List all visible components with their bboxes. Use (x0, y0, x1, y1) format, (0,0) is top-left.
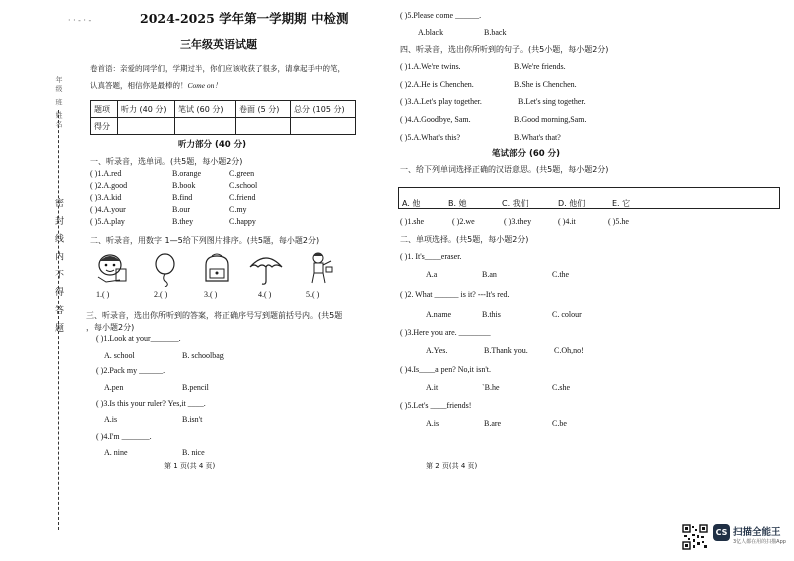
score-input-cell[interactable] (118, 118, 175, 135)
sec1-q3-b: B.find (172, 193, 193, 202)
pic-label-3: 3.( ) (204, 290, 218, 299)
sec1-q4-c: C.my (229, 205, 247, 214)
sec6-q2-a: A.name (426, 310, 452, 319)
sec3-q4: ( )4.I'm _______. (96, 432, 152, 441)
sec4-q1-b: B.We're friends. (514, 62, 566, 71)
sec1-q1: ( )1.A.red (90, 169, 122, 178)
sec6-q3-a: A.Yes. (426, 346, 448, 355)
pic-label-1: 1.( ) (96, 290, 110, 299)
binding-scribble: 年级 班 姓名 (55, 76, 63, 130)
sec3-q2-a: A.pen (104, 383, 124, 392)
sec6-q1-b: B.an (482, 270, 497, 279)
sec6-q2: ( )2. What ______ is it? ---It's red. (400, 290, 510, 299)
section-3-heading-2: ，每小题2分) (86, 323, 135, 332)
score-header-cell: 听力 (40 分) (118, 101, 175, 118)
boy-drawing-icon (94, 253, 128, 283)
sec6-q3-c: C.Oh,no! (554, 346, 584, 355)
score-header-cell: 卷面 (5 分) (236, 101, 291, 118)
intro-text: 认真答题，相信你是最棒的！ (90, 81, 188, 90)
sec4-q5-b: B.What's that? (514, 133, 561, 142)
sec5-item-2: ( )2.we (452, 217, 475, 226)
girl-figure-icon (306, 251, 336, 285)
sec6-q5-a: A.is (426, 419, 440, 428)
listening-heading: 听力部分 (40 分) (178, 140, 247, 150)
camscanner-logo-icon: CS (713, 524, 730, 541)
sec6-q5-c: C.be (552, 419, 567, 428)
sec3-q2: ( )2.Pack my ______. (96, 366, 166, 375)
score-header-cell: 总分 (105 分) (291, 101, 356, 118)
sec3-q4-a: A. nine (104, 448, 128, 457)
sec6-q2-c: C. colour (552, 310, 582, 319)
scan-marks: · · - · - (68, 16, 92, 25)
sec1-q1-c: C.green (229, 169, 255, 178)
sec4-q5-a: ( )5.A.What's this? (400, 133, 461, 142)
intro-line-2 (90, 81, 222, 91)
option-e: E. 它 (612, 199, 631, 208)
sec1-q2-c: C.school (229, 181, 258, 190)
sec1-q4: ( )4.A.your (90, 205, 126, 214)
sec3-q3-b: B.isn't (182, 415, 203, 424)
sec3-q3: ( )3.Is this your ruler? Yes,it ____. (96, 399, 206, 408)
sec3-q5: ( )5.Please come ______. (400, 11, 482, 20)
section-6-heading: 二、单项选择。(共5题，每小题2分) (400, 235, 529, 244)
score-input-cell[interactable] (291, 118, 356, 135)
sec5-item-1: ( )1.she (400, 217, 424, 226)
sec4-q3-b: B.Let's sing together. (518, 97, 586, 106)
sec4-q3-a: ( )3.A.Let's play together. (400, 97, 482, 106)
sec6-q3-b: B.Thank you. (484, 346, 528, 355)
sec6-q1: ( )1. It's____eraser. (400, 252, 462, 261)
sec1-q2-b: B.book (172, 181, 196, 190)
sec1-q2: ( )2.A.good (90, 181, 128, 190)
page-2-footer: 第 2 页(共 4 页) (426, 462, 478, 470)
sec3-q1-b: B. schoolbag (182, 351, 224, 360)
binding-dashed-line (58, 110, 59, 530)
sec1-q1-b: B.orange (172, 169, 202, 178)
sec3-q5-b: B.back (484, 28, 507, 37)
score-input-cell[interactable] (175, 118, 236, 135)
binding-strip (14, 18, 70, 553)
sec3-q5-a: A.black (418, 28, 444, 37)
sec4-q4-a: ( )4.A.Goodbye, Sam. (400, 115, 471, 124)
sec6-q3: ( )3.Here you are. ________ (400, 328, 491, 337)
pic-label-4: 4.( ) (258, 290, 272, 299)
written-heading: 笔试部分 (60 分) (492, 149, 561, 159)
sec3-q1-a: A. school (104, 351, 135, 360)
option-b: B. 她 (448, 199, 467, 208)
score-table (90, 100, 356, 135)
intro-come-on: Come on！ (187, 81, 222, 90)
sec6-q4-c: C.she (552, 383, 570, 392)
app-tagline: 3亿人都在用的扫描App (733, 539, 786, 545)
exam-subtitle: 三年级英语试题 (180, 38, 257, 51)
sec3-q4-b: B. nice (182, 448, 205, 457)
sec1-q5-b: B.they (172, 217, 194, 226)
schoolbag-icon (200, 253, 234, 283)
sec6-q4-a: A.it (426, 383, 439, 392)
sec1-q3: ( )3.A.kid (90, 193, 122, 202)
intro-line-1: 卷首语：亲爱的同学们，学期过半，你们应该收获了很多，请拿起手中的笔， (90, 64, 345, 73)
sec3-q1: ( )1.Look at your_______. (96, 334, 181, 343)
score-input-cell[interactable] (236, 118, 291, 135)
sec6-q2-b: B.this (482, 310, 501, 319)
app-name: 扫描全能王 (733, 527, 781, 538)
sec6-q5-b: B.are (484, 419, 502, 428)
option-a: A. 他 (402, 199, 421, 208)
sec1-q3-c: C.friend (229, 193, 256, 202)
sec6-q4: ( )4.Is____a pen? No,it isn't. (400, 365, 491, 374)
sec1-q4-b: B.our (172, 205, 190, 214)
sec5-item-3: ( )3.they (504, 217, 532, 226)
option-d: D. 他们 (558, 199, 586, 208)
sec6-q4-b: `B.he (482, 383, 500, 392)
section-5-heading: 一、给下列单词选择正确的汉语意思。(共5题，每小题2分) (400, 165, 609, 174)
sec3-q3-a: A.is (104, 415, 118, 424)
exam-title: 2024-2025 学年第一学期期 中检测 (140, 11, 349, 26)
sec6-q1-c: C.the (552, 270, 570, 279)
option-c: C. 我们 (502, 199, 529, 208)
score-label-cell: 得分 (91, 118, 118, 135)
balloon-icon (152, 253, 178, 287)
page-1-footer: 第 1 页(共 4 页) (164, 462, 216, 470)
binding-instruction: 密 封 线 内 不 得 答 题 (53, 198, 63, 336)
qr-code-icon (682, 524, 708, 550)
sec4-q1-a: ( )1.A.We're twins. (400, 62, 461, 71)
sec4-q2-b: B.She is Chenchen. (514, 80, 577, 89)
sec1-q5-c: C.happy (229, 217, 256, 226)
section-2-heading: 二、听录音，用数字 1—5给下列图片排序。(共5题，每小题2分) (90, 236, 320, 245)
section-4-heading: 四、听录音，选出你所听到的句子。(共5小题，每小题2分) (400, 45, 609, 54)
sec6-q5: ( )5.Let's ____friends! (400, 401, 472, 410)
score-header-cell: 题项 (91, 101, 118, 118)
section-3-heading-1: 三、听录音，选出你所听到的答案，将正确序号写到题前括号内。(共5题 (86, 311, 343, 320)
section-1-heading: 一、听录音，选单词。(共5题，每小题2分) (90, 157, 243, 166)
pic-label-5: 5.( ) (306, 290, 320, 299)
sec4-q2-a: ( )2.A.He is Chenchen. (400, 80, 474, 89)
sec1-q5: ( )5.A.play (90, 217, 125, 226)
sec6-q1-a: A.a (426, 270, 438, 279)
sec4-q4-b: B.Good morning,Sam. (514, 115, 587, 124)
umbrella-icon (248, 251, 284, 287)
score-header-cell: 笔试 (60 分) (175, 101, 236, 118)
pic-label-2: 2.( ) (154, 290, 168, 299)
sec3-q2-b: B.pencil (182, 383, 209, 392)
sec5-item-4: ( )4.it (558, 217, 576, 226)
sec5-item-5: ( )5.he (608, 217, 629, 226)
